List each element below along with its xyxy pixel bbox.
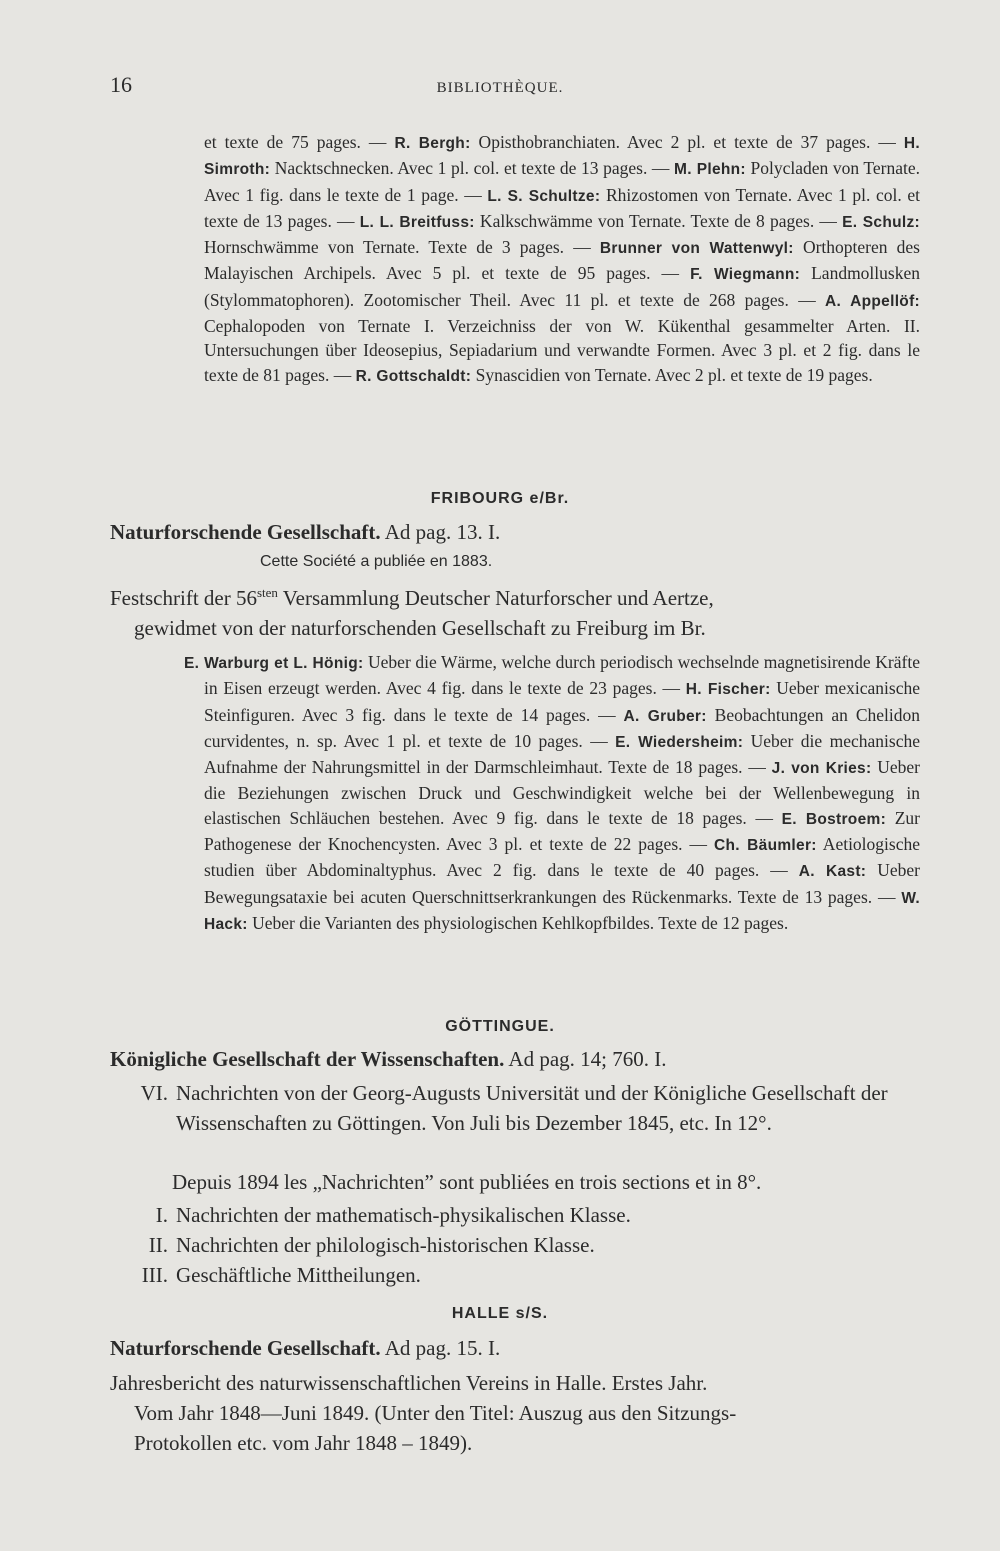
text-line: Vom Jahr 1848—Juni 1849. (Unter den Titel: Auszug aus den Sitzungs- bbox=[134, 1401, 737, 1425]
society-note: Cette Société a publiée en 1883. bbox=[260, 553, 493, 570]
society-name: Naturforschende Gesellschaft. bbox=[110, 520, 381, 544]
author-name: Brunner von Wattenwyl: bbox=[599, 240, 794, 258]
text-run: gewidmet von der naturforschenden Gesellschaft zu Freiburg im Br. bbox=[134, 616, 706, 640]
society-ref: Ad pag. 15. I. bbox=[380, 1336, 501, 1360]
city-heading-fribourg: FRIBOURG e/Br. bbox=[430, 490, 570, 507]
author-name: E. Warburg et L. Hönig: bbox=[184, 655, 364, 672]
author-name: A. Kast: bbox=[798, 863, 867, 881]
list-item-ii bbox=[118, 1230, 918, 1260]
author-name: Ch. Bäumler: bbox=[714, 837, 817, 855]
text-run: Opisthobranchiaten. Avec 2 pl. et texte de 37 pages. — bbox=[470, 132, 904, 152]
paragraph-festschrift-list bbox=[184, 650, 920, 937]
text-run: Versammlung Deutscher Naturforscher und Aertze, bbox=[277, 586, 714, 610]
city-heading-halle: HALLE s/S. bbox=[451, 1305, 549, 1322]
author-name: H. Simroth: bbox=[204, 135, 920, 179]
text-line: Jahresbericht des naturwissenschaftlichen Vereins in Halle. Erstes Jahr. bbox=[110, 1371, 708, 1395]
society-heading-halle bbox=[110, 1336, 930, 1361]
text-run: Ueber die Beziehungen zwischen Druck und Geschwindigkeit welche bei der Wellenbewegung in elastischen Schläuchen bestehen. Avec 9 fig. dans le texte de 18 pages. — bbox=[204, 757, 920, 828]
list-item-iii bbox=[118, 1260, 918, 1290]
society-name: Naturforschende Gesellschaft. bbox=[110, 1336, 381, 1360]
superscript: sten bbox=[256, 585, 278, 600]
text-line: Protokollen etc. vom Jahr 1848 – 1849). bbox=[134, 1431, 473, 1455]
list-text: Geschäftliche Mittheilungen. bbox=[176, 1263, 421, 1287]
society-name: Königliche Gesellschaft der Wissenschaften. bbox=[110, 1047, 505, 1071]
sections-note: Depuis 1894 les „Nachrichten” sont publiées en trois sections et in 8°. bbox=[172, 1170, 762, 1194]
text-run: Ueber Bewegungsataxie bei acuten Querschnittserkrankungen des Rückenmarks. Texte de 13 pages. — bbox=[204, 860, 920, 907]
text-run: Ueber die Varianten des physiologischen Kehlkopfbildes. Texte de 12 pages. bbox=[247, 912, 789, 933]
list-text: Nachrichten der philologisch-historischen Klasse. bbox=[176, 1233, 595, 1257]
list-item-i bbox=[118, 1200, 918, 1230]
author-name: E. Bostroem: bbox=[781, 810, 887, 828]
author-name: R. Gottschaldt: bbox=[355, 367, 472, 385]
author-name: E. Wiedersheim: bbox=[615, 733, 744, 751]
text-run: Cephalopoden von Ternate I. Verzeichniss der von W. Kükenthal gesammelter Arten. II. Untersuchungen über Ideosepius, Sepiadarium und verwandte Formen. Avec 3 pl. et 2 fig. dans le texte de 81 pages. — bbox=[204, 316, 920, 385]
text-run: Landmollusken (Stylommatophoren). Zootomischer Theil. Avec 11 pl. et texte de 268 pages. — bbox=[204, 263, 920, 310]
text-run: Festschrift der 56 bbox=[110, 586, 257, 610]
text-run: Hornschwämme von Ternate. Texte de 3 pages. — bbox=[204, 237, 600, 258]
text-run: Ueber die Wärme, welche durch periodisch wechselnde magnetisirende Kräfte in Eisen erzeugt werden. Avec 4 fig. dans le texte de 23 pages. — bbox=[204, 652, 920, 699]
author-name: L. L. Breitfuss: bbox=[359, 213, 475, 231]
list-text: Nachrichten von der Georg-Augusts Universität und der Königliche Gesellschaft der Wissenschaften zu Göttingen. Von Juli bis Dezember 1845, etc. In 12°. bbox=[176, 1081, 888, 1135]
text-run: Kalkschwämme von Ternate. Texte de 8 pages. — bbox=[474, 210, 843, 231]
list-number: I. bbox=[155, 1203, 168, 1227]
author-name: E. Schulz: bbox=[842, 213, 921, 231]
society-heading-gottingue bbox=[110, 1047, 930, 1072]
text-run: Ueber die mechanische Aufnahme der Nahrungsmittel in der Darmschleimhaut. Texte de 18 pages. — bbox=[204, 730, 920, 778]
festschrift-title bbox=[110, 578, 920, 643]
text-run: Zur Pathogenese der Knochencysten. Avec 3 pl. et texte de 22 pages. — bbox=[204, 807, 920, 855]
author-name: L. S. Schultze: bbox=[487, 187, 601, 205]
list-number: II. bbox=[148, 1233, 168, 1257]
author-name: A. Appellöf: bbox=[825, 292, 920, 310]
list-text: Nachrichten der mathematisch-physikalischen Klasse. bbox=[176, 1203, 631, 1227]
list-number: VI. bbox=[140, 1081, 168, 1105]
paragraph-ternate-list bbox=[204, 130, 920, 389]
list-number: III. bbox=[141, 1263, 168, 1287]
running-head: BIBLIOTHÈQUE. bbox=[436, 80, 564, 96]
page-number: 16 bbox=[110, 72, 132, 97]
author-name: M. Plehn: bbox=[674, 161, 746, 179]
text-run: Synascidien von Ternate. Avec 2 pl. et texte de 19 pages. bbox=[471, 364, 873, 385]
society-heading-fribourg bbox=[110, 520, 930, 545]
text-run: et texte de 75 pages. — bbox=[204, 132, 395, 152]
author-name: H. Fischer: bbox=[685, 681, 771, 699]
text-run: Orthopteren des Malayischen Archipels. Avec 5 pl. et texte de 95 pages. — bbox=[204, 237, 920, 284]
author-name: W. Hack: bbox=[204, 889, 920, 933]
society-ref: Ad pag. 13. I. bbox=[380, 520, 501, 544]
text-run: Aetiologische studien über Abdominaltyphus. Avec 2 fig. dans le texte de 40 pages. — bbox=[204, 834, 920, 881]
jahresbericht-entry bbox=[110, 1368, 910, 1458]
city-heading-gottingue: GÖTTINGUE. bbox=[445, 1018, 555, 1035]
author-name: F. Wiegmann: bbox=[690, 266, 801, 284]
author-name: R. Bergh: bbox=[394, 135, 471, 152]
list-item-vi bbox=[118, 1078, 918, 1138]
text-run: Rhizostomen von Ternate. Avec 1 pl. col. et texte de 13 pages. — bbox=[204, 184, 920, 231]
society-ref: Ad pag. 14; 760. I. bbox=[504, 1047, 667, 1071]
author-name: A. Gruber: bbox=[623, 707, 707, 725]
text-run: Ueber mexicanische Steinfiguren. Avec 3 fig. dans le texte de 14 pages. — bbox=[204, 678, 920, 725]
author-name: J. von Kries: bbox=[771, 760, 872, 778]
page-header bbox=[110, 72, 890, 102]
text-run: Beobachtungen an Chelidon curvidentes, n. sp. Avec 1 pl. et texte de 10 pages. — bbox=[204, 704, 920, 751]
text-run: Polycladen von Ternate. Avec 1 fig. dans le texte de 1 page. — bbox=[204, 158, 920, 205]
text-run: Nacktschnecken. Avec 1 pl. col. et texte de 13 pages. — bbox=[270, 158, 675, 179]
